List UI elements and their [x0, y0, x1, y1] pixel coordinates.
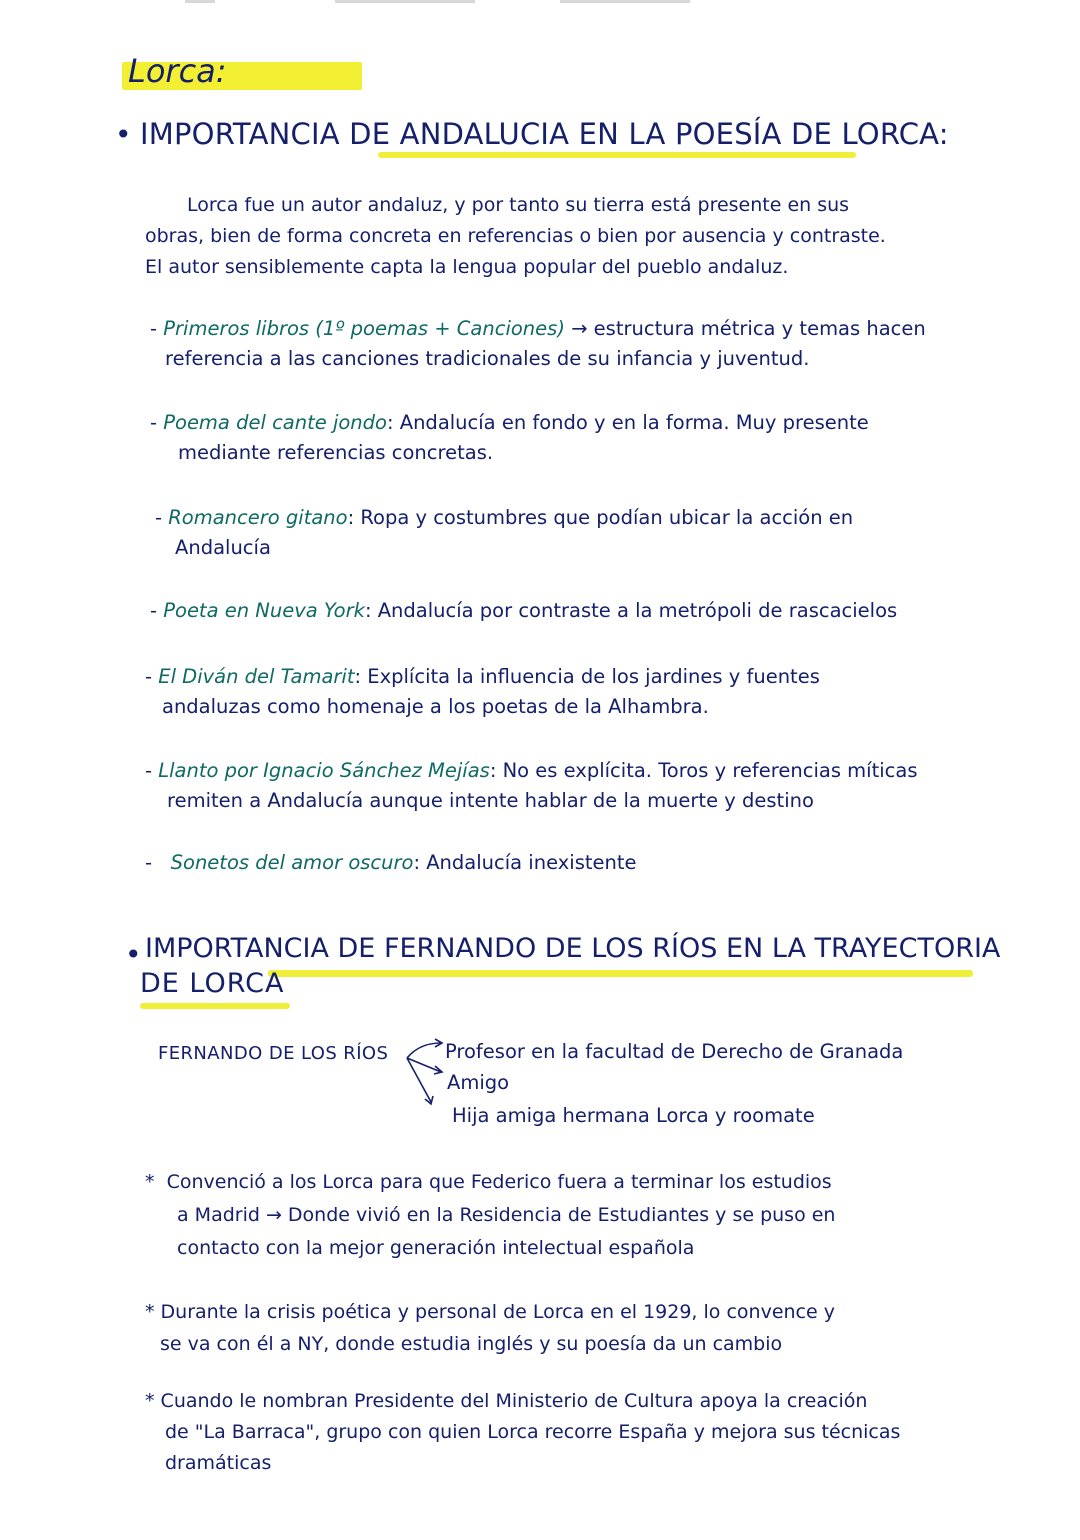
section2-heading-line1: IMPORTANCIA DE FERNANDO DE LOS RÍOS EN LA TRAYECTORIA	[145, 933, 1001, 964]
diagram-branch: Profesor en la facultad de Derecho de Granada	[445, 1040, 904, 1063]
bullet-dot: •	[125, 938, 143, 971]
section1-intro	[145, 190, 1005, 283]
work-description: referencia a las canciones tradicionales de su infancia y juventud.	[165, 347, 810, 370]
work-description: : Andalucía en fondo y en la forma. Muy presente	[386, 411, 869, 434]
work-title: Sonetos del amor oscuro	[170, 851, 414, 874]
bullet-dot: •	[115, 118, 133, 151]
work-title: Romancero gitano	[168, 506, 348, 529]
work-description: → estructura métrica y temas hacen	[564, 317, 926, 340]
intro-line: Lorca fue un autor andaluz, y por tanto su tierra está presente en sus	[187, 194, 850, 216]
work-description: : Explícita la influencia de los jardines y fuentes	[354, 665, 820, 688]
work-item: - Sonetos del amor oscuro: Andalucía inexistente	[145, 851, 637, 874]
section2-heading-line2: DE LORCA	[140, 968, 285, 999]
work-title: Llanto por Ignacio Sánchez Mejías	[158, 759, 490, 782]
diagram-label: FERNANDO DE LOS RÍOS	[158, 1043, 389, 1064]
diagram-branch: Hija amiga hermana Lorca y roomate	[452, 1104, 815, 1127]
work-description: : Ropa y costumbres que podían ubicar la acción en	[347, 506, 854, 529]
work-title: Poeta en Nueva York	[163, 599, 365, 622]
work-description: remiten a Andalucía aunque intente hablar de la muerte y destino	[167, 789, 814, 812]
work-title: Poema del cante jondo	[163, 411, 387, 434]
work-description: andaluzas como homenaje a los poetas de la Alhambra.	[162, 695, 709, 718]
top-edge-line	[185, 0, 215, 3]
work-title: El Diván del Tamarit	[158, 665, 355, 688]
point-item: * Cuando le nombran Presidente del Ministerio de Cultura apoya la creación de "La Barraca", grupo con quien Lorca recorre España y mejora sus técnicas dramáticas	[145, 1390, 901, 1474]
page-title: Lorca:	[128, 52, 227, 90]
work-item: - Romancero gitano: Ropa y costumbres que podían ubicar la acción en Andalucía	[155, 503, 853, 563]
section1-heading-underline	[378, 152, 856, 158]
point-item: * Durante la crisis poética y personal de Lorca en el 1929, lo convence y se va con él a NY, donde estudia inglés y su poesía da un cambio	[145, 1301, 835, 1355]
intro-line: El autor sensiblemente capta la lengua popular del pueblo andaluz.	[145, 256, 789, 278]
work-item: - Primeros libros (1º poemas + Canciones) → estructura métrica y temas hacen referencia a las canciones tradicionales de su infancia y juventud.	[150, 314, 926, 374]
asterisk-bullet: *	[145, 1171, 155, 1193]
work-description: Andalucía	[175, 536, 271, 559]
diagram-branch: Amigo	[447, 1071, 510, 1094]
work-item: - Poema del cante jondo: Andalucía en fondo y en la forma. Muy presente mediante referencias concretas.	[150, 408, 869, 468]
top-edge-line	[335, 0, 475, 3]
section1-heading: IMPORTANCIA DE ANDALUCIA EN LA POESÍA DE LORCA:	[140, 117, 949, 151]
work-description: : No es explícita. Toros y referencias míticas	[489, 759, 918, 782]
work-description: mediante referencias concretas.	[178, 441, 494, 464]
work-title: Primeros libros (1º poemas + Canciones)	[163, 317, 565, 340]
work-description: : Andalucía inexistente	[413, 851, 637, 874]
intro-line: obras, bien de forma concreta en referencias o bien por ausencia y contraste.	[145, 225, 886, 247]
point-item: * Convenció a los Lorca para que Federico fuera a terminar los estudios a Madrid → Donde vivió en la Residencia de Estudiantes y se puso en contacto con la mejor generación intelectual española	[145, 1171, 836, 1259]
asterisk-bullet: *	[145, 1301, 155, 1323]
section2-heading-underline	[268, 970, 973, 977]
top-edge-line	[560, 0, 690, 3]
work-item: - Poeta en Nueva York: Andalucía por contraste a la metrópoli de rascacielos	[150, 599, 898, 622]
work-description: : Andalucía por contraste a la metrópoli de rascacielos	[364, 599, 898, 622]
asterisk-bullet: *	[145, 1390, 155, 1412]
work-item: - El Diván del Tamarit: Explícita la influencia de los jardines y fuentes andaluzas como homenaje a los poetas de la Alhambra.	[145, 662, 820, 722]
work-item: - Llanto por Ignacio Sánchez Mejías: No es explícita. Toros y referencias míticas remiten a Andalucía aunque intente hablar de la muerte y destino	[145, 756, 917, 816]
section2-heading-underline-2	[140, 1003, 290, 1009]
